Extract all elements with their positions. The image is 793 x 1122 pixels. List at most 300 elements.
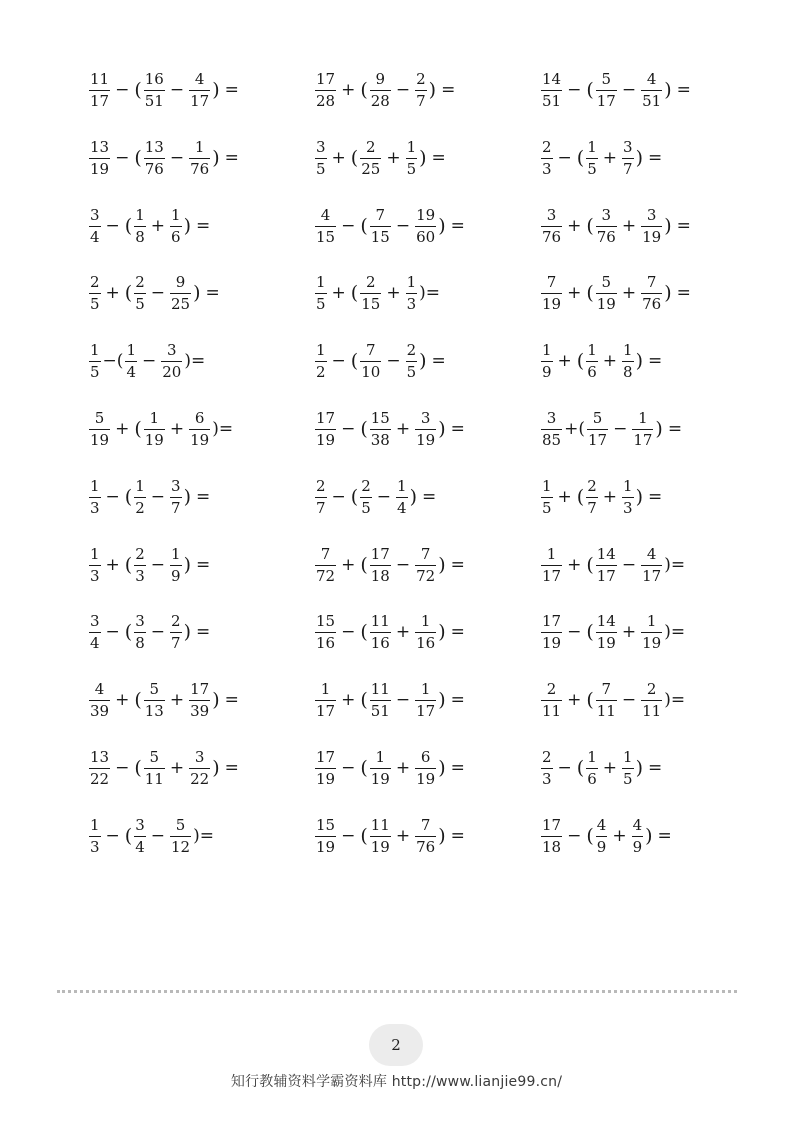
denominator: 51 xyxy=(370,702,390,721)
operator: = xyxy=(647,486,663,507)
fraction xyxy=(170,544,182,585)
numerator: 3 xyxy=(167,341,177,360)
numerator: 1 xyxy=(320,680,331,699)
operator: ) xyxy=(183,621,191,644)
denominator: 19 xyxy=(596,295,616,314)
denominator: 11 xyxy=(144,770,164,788)
denominator: 11 xyxy=(542,702,562,721)
operator: + xyxy=(331,147,346,168)
numerator: 1 xyxy=(623,476,633,495)
fraction xyxy=(315,682,336,719)
fraction xyxy=(144,682,165,719)
fraction xyxy=(89,544,101,585)
operator: + xyxy=(395,419,411,439)
fraction xyxy=(541,72,562,109)
fraction xyxy=(622,343,634,380)
numerator: 5 xyxy=(592,409,603,427)
problem xyxy=(88,275,224,312)
denominator: 51 xyxy=(542,92,562,110)
operator: = xyxy=(224,147,239,168)
denominator: 6 xyxy=(587,363,597,382)
denominator: 19 xyxy=(316,431,336,449)
operator: = xyxy=(431,147,446,168)
fraction xyxy=(360,275,381,312)
problem xyxy=(88,544,214,585)
operator: − xyxy=(395,80,411,100)
denominator: 15 xyxy=(316,227,336,246)
fraction xyxy=(370,72,391,109)
fraction xyxy=(170,815,191,856)
numerator: 17 xyxy=(316,409,336,427)
denominator: 5 xyxy=(406,159,417,178)
operator: − xyxy=(341,758,356,778)
numerator: 1 xyxy=(638,409,648,427)
fraction xyxy=(315,275,327,312)
denominator: 18 xyxy=(542,837,562,856)
denominator: 17 xyxy=(542,566,562,585)
denominator: 19 xyxy=(316,770,336,788)
denominator: 19 xyxy=(416,431,436,449)
fraction xyxy=(406,275,418,312)
numerator: 3 xyxy=(546,205,557,224)
fraction xyxy=(586,137,598,178)
problem xyxy=(540,275,695,312)
fraction xyxy=(415,205,436,246)
numerator: 1 xyxy=(587,341,597,360)
fraction xyxy=(134,205,146,246)
denominator: 17 xyxy=(416,702,436,721)
denominator: 4 xyxy=(90,227,100,246)
numerator: 7 xyxy=(320,544,331,563)
operator: + xyxy=(557,486,572,507)
numerator: 1 xyxy=(90,544,100,563)
operator: + xyxy=(169,690,185,711)
operator: ( xyxy=(586,282,594,305)
denominator: 3 xyxy=(542,159,552,178)
fraction xyxy=(596,682,617,719)
numerator: 4 xyxy=(94,680,105,699)
operator: − xyxy=(150,283,166,304)
fraction xyxy=(315,343,327,380)
denominator: 17 xyxy=(190,92,210,110)
fraction xyxy=(596,205,617,246)
fraction xyxy=(541,682,562,719)
problem xyxy=(88,614,214,651)
operator: = xyxy=(647,758,663,778)
fraction xyxy=(632,411,653,448)
denominator: 19 xyxy=(370,837,390,856)
fraction xyxy=(370,544,391,585)
problem xyxy=(314,815,469,856)
numerator: 14 xyxy=(542,70,562,88)
denominator: 5 xyxy=(587,159,597,178)
fraction xyxy=(541,275,562,312)
operator: − xyxy=(331,351,346,372)
operator: ) xyxy=(438,689,446,712)
operator: − xyxy=(115,147,130,168)
operator: + xyxy=(169,419,185,439)
operator: − xyxy=(105,215,120,236)
operator: ( xyxy=(134,757,142,779)
numerator: 3 xyxy=(90,205,100,224)
operator: + xyxy=(602,486,618,507)
operator: = xyxy=(676,80,691,100)
fraction xyxy=(144,750,165,787)
fraction xyxy=(370,205,391,246)
numerator: 1 xyxy=(420,680,431,699)
denominator: 6 xyxy=(587,770,597,788)
fraction xyxy=(125,343,137,380)
denominator: 17 xyxy=(587,431,608,449)
operator: = xyxy=(676,283,691,304)
fraction xyxy=(360,476,372,517)
operator: = xyxy=(195,486,211,507)
operator: + xyxy=(341,80,356,100)
operator: − xyxy=(105,825,120,846)
fraction xyxy=(315,750,336,787)
denominator: 8 xyxy=(135,227,145,246)
problem xyxy=(540,544,686,585)
numerator: 1 xyxy=(397,476,407,495)
numerator: 3 xyxy=(623,137,633,156)
denominator: 8 xyxy=(135,634,145,653)
numerator: 13 xyxy=(90,748,110,766)
numerator: 7 xyxy=(375,205,386,224)
operator: ) xyxy=(183,485,191,508)
denominator: 11 xyxy=(596,702,616,721)
problem xyxy=(314,411,469,448)
fraction xyxy=(144,137,165,178)
fraction xyxy=(596,72,617,109)
denominator: 19 xyxy=(642,634,662,653)
denominator: 17 xyxy=(316,702,336,721)
operator: ) xyxy=(419,350,427,373)
operator: ( xyxy=(586,553,594,576)
fraction xyxy=(89,815,101,856)
operator: ( xyxy=(360,757,368,779)
footer-text: 知行教辅资料学霸资料库 http://www.lianjie99.cn/ xyxy=(230,1074,563,1090)
operator: − xyxy=(621,690,637,711)
numerator: 1 xyxy=(623,748,633,766)
operator: ) xyxy=(635,485,643,508)
fraction xyxy=(596,544,617,585)
problem xyxy=(540,476,666,517)
problem xyxy=(540,72,695,109)
denominator: 72 xyxy=(316,566,336,585)
problem xyxy=(314,750,469,787)
numerator: 2 xyxy=(135,544,145,563)
operator: ( xyxy=(360,689,368,712)
numerator: 19 xyxy=(416,205,436,224)
denominator: 25 xyxy=(361,159,381,178)
fraction xyxy=(170,205,182,246)
numerator: 6 xyxy=(194,409,205,427)
fraction xyxy=(89,72,110,109)
numerator: 2 xyxy=(316,476,326,495)
numerator: 15 xyxy=(370,409,390,427)
operator: = xyxy=(205,283,220,304)
denominator: 7 xyxy=(587,498,597,517)
dotted-divider xyxy=(57,990,737,993)
denominator: 17 xyxy=(90,92,110,110)
denominator: 11 xyxy=(642,702,662,721)
operator: + xyxy=(557,351,572,372)
operator: −( xyxy=(102,351,124,372)
problem-grid xyxy=(88,72,728,872)
problem xyxy=(88,72,243,109)
fraction xyxy=(415,750,436,787)
operator: − xyxy=(141,351,157,372)
operator: = xyxy=(667,419,683,439)
fraction xyxy=(360,343,381,380)
numerator: 1 xyxy=(316,273,326,292)
operator: ( xyxy=(586,689,594,712)
fraction xyxy=(541,614,562,651)
numerator: 7 xyxy=(420,544,431,563)
operator: + xyxy=(150,215,166,236)
fraction xyxy=(622,750,634,787)
fraction xyxy=(360,137,381,178)
operator: ) xyxy=(438,553,446,576)
fraction xyxy=(586,476,598,517)
operator: − xyxy=(341,215,356,236)
numerator: 17 xyxy=(316,748,336,766)
denominator: 3 xyxy=(90,837,100,856)
fraction xyxy=(315,137,327,178)
operator: ) xyxy=(635,757,643,779)
denominator: 3 xyxy=(90,566,100,585)
fraction xyxy=(641,682,662,719)
operator: ) xyxy=(438,214,446,237)
denominator: 19 xyxy=(144,431,164,449)
fraction xyxy=(541,411,562,448)
fraction xyxy=(134,614,146,651)
operator: = xyxy=(195,554,211,575)
problem xyxy=(314,614,469,651)
operator: ) xyxy=(409,485,417,508)
denominator: 19 xyxy=(542,634,562,653)
numerator: 1 xyxy=(316,341,326,360)
operator: − xyxy=(621,80,637,100)
fraction xyxy=(415,815,436,856)
fraction xyxy=(415,682,436,719)
denominator: 5 xyxy=(135,295,145,314)
denominator: 5 xyxy=(542,498,552,517)
problem xyxy=(540,343,666,380)
problem xyxy=(540,750,666,787)
operator: − xyxy=(395,215,411,236)
operator: − xyxy=(376,486,392,507)
operator: + xyxy=(621,215,637,236)
numerator: 5 xyxy=(601,273,612,292)
operator: ( xyxy=(586,79,594,101)
fraction xyxy=(415,544,436,585)
denominator: 72 xyxy=(416,566,436,585)
numerator: 3 xyxy=(90,612,100,631)
page-number: 2 xyxy=(391,1036,401,1054)
denominator: 4 xyxy=(135,837,145,856)
fraction xyxy=(370,750,391,787)
numerator: 9 xyxy=(375,70,386,88)
denominator: 12 xyxy=(171,837,191,856)
fraction xyxy=(415,72,427,109)
operator: ) xyxy=(183,553,191,576)
fraction xyxy=(541,476,553,517)
operator: + xyxy=(341,690,356,711)
fraction xyxy=(396,476,408,517)
fraction xyxy=(189,137,210,178)
operator: + xyxy=(567,554,582,575)
operator: + xyxy=(395,758,411,778)
denominator: 4 xyxy=(397,498,407,517)
operator: )= xyxy=(664,622,686,643)
denominator: 9 xyxy=(596,837,607,856)
fraction xyxy=(370,411,391,448)
denominator: 85 xyxy=(542,431,562,449)
operator: + xyxy=(395,622,411,643)
denominator: 13 xyxy=(144,702,164,721)
fraction xyxy=(89,750,110,787)
denominator: 3 xyxy=(542,770,552,788)
operator: − xyxy=(341,825,356,846)
operator: )= xyxy=(419,283,440,304)
operator: = xyxy=(224,758,239,778)
numerator: 14 xyxy=(596,544,616,563)
numerator: 3 xyxy=(135,815,145,834)
denominator: 28 xyxy=(316,92,336,110)
operator: ( xyxy=(576,485,585,508)
operator: ) xyxy=(419,146,427,169)
operator: ( xyxy=(586,824,594,847)
operator: = xyxy=(657,825,672,846)
operator: + xyxy=(169,758,185,778)
operator: = xyxy=(450,758,465,778)
numerator: 1 xyxy=(646,612,657,631)
operator: ) xyxy=(438,418,446,440)
operator: − xyxy=(567,80,582,100)
fraction xyxy=(587,411,608,448)
denominator: 5 xyxy=(316,295,326,314)
operator: + xyxy=(602,758,618,778)
operator: + xyxy=(621,622,637,643)
problem xyxy=(540,205,695,246)
operator: ( xyxy=(576,146,585,169)
numerator: 2 xyxy=(542,748,552,766)
denominator: 5 xyxy=(623,770,633,788)
operator: − xyxy=(169,80,185,100)
operator: ) xyxy=(655,418,663,440)
numerator: 17 xyxy=(190,680,210,699)
denominator: 19 xyxy=(190,431,210,449)
numerator: 3 xyxy=(546,409,557,427)
fraction xyxy=(161,343,182,380)
fraction xyxy=(370,815,391,856)
operator: ) xyxy=(438,824,446,847)
operator: ( xyxy=(124,214,133,237)
operator: − xyxy=(621,554,637,575)
fraction xyxy=(622,137,634,178)
denominator: 17 xyxy=(596,92,616,110)
denominator: 7 xyxy=(171,498,181,517)
numerator: 9 xyxy=(175,273,186,292)
operator: ) xyxy=(664,79,672,101)
numerator: 4 xyxy=(596,815,607,834)
operator: = xyxy=(450,554,465,575)
numerator: 2 xyxy=(546,680,557,699)
numerator: 17 xyxy=(316,70,336,88)
operator: = xyxy=(195,215,211,236)
problem xyxy=(314,476,440,517)
operator: ( xyxy=(124,553,133,576)
numerator: 4 xyxy=(646,70,657,88)
denominator: 7 xyxy=(171,634,181,653)
operator: = xyxy=(441,80,456,100)
fraction xyxy=(586,750,598,787)
numerator: 15 xyxy=(316,815,336,834)
operator: ( xyxy=(350,485,359,508)
numerator: 2 xyxy=(365,273,376,292)
operator: + xyxy=(386,283,401,304)
operator: + xyxy=(105,283,120,304)
numerator: 1 xyxy=(135,205,145,224)
denominator: 2 xyxy=(135,498,145,517)
numerator: 5 xyxy=(149,680,160,699)
numerator: 3 xyxy=(171,476,181,495)
numerator: 2 xyxy=(135,273,145,292)
operator: ) xyxy=(212,689,220,712)
denominator: 19 xyxy=(642,227,662,246)
numerator: 1 xyxy=(194,137,205,156)
operator: = xyxy=(676,215,691,236)
operator: ( xyxy=(350,350,359,373)
denominator: 76 xyxy=(416,837,436,856)
numerator: 7 xyxy=(646,273,657,292)
numerator: 5 xyxy=(175,815,186,834)
numerator: 4 xyxy=(632,815,643,834)
operator: − xyxy=(567,825,582,846)
denominator: 18 xyxy=(370,566,390,585)
denominator: 5 xyxy=(90,295,100,314)
numerator: 3 xyxy=(646,205,657,224)
numerator: 1 xyxy=(135,476,145,495)
numerator: 1 xyxy=(420,612,431,631)
operator: − xyxy=(341,622,356,643)
denominator: 16 xyxy=(370,634,390,653)
numerator: 17 xyxy=(542,612,562,631)
operator: − xyxy=(115,80,130,100)
numerator: 5 xyxy=(601,70,612,88)
denominator: 39 xyxy=(190,702,210,721)
fraction xyxy=(632,815,644,856)
problem xyxy=(314,343,450,380)
denominator: 8 xyxy=(623,363,633,382)
fraction xyxy=(641,205,662,246)
operator: − xyxy=(613,419,628,439)
numerator: 1 xyxy=(587,137,597,156)
operator: = xyxy=(647,351,663,372)
numerator: 6 xyxy=(420,748,431,766)
denominator: 7 xyxy=(623,159,633,178)
operator: + xyxy=(115,690,130,711)
denominator: 51 xyxy=(642,92,662,110)
operator: + xyxy=(567,283,582,304)
fraction xyxy=(406,137,418,178)
operator: + xyxy=(567,215,582,236)
fraction xyxy=(541,343,553,380)
problem xyxy=(88,411,234,448)
operator: − xyxy=(557,147,572,168)
fraction xyxy=(89,411,110,448)
